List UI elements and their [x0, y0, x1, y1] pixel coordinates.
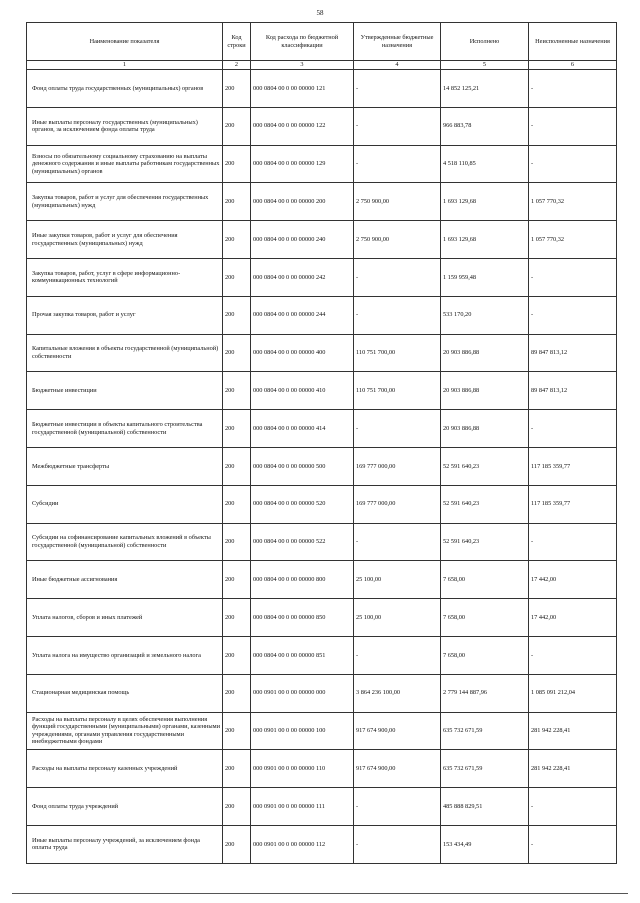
header-code: Код строки: [223, 23, 251, 61]
row-kbk: 000 0901 00 0 00 00000 000: [251, 674, 354, 712]
table-row: [27, 183, 617, 221]
row-unexecuted: -: [529, 636, 617, 674]
row-code: 200: [223, 523, 251, 561]
row-unexecuted: -: [529, 258, 617, 296]
row-unexecuted: -: [529, 825, 617, 863]
row-kbk: 000 0804 00 0 00 00000 500: [251, 447, 354, 485]
row-executed: 635 732 671,59: [441, 712, 529, 750]
row-name: Прочая закупка товаров, работ и услуг: [27, 296, 223, 334]
row-approved: -: [354, 145, 441, 183]
table-row: [27, 107, 617, 145]
header-unexecuted: Неисполненные назначения: [529, 23, 617, 61]
row-name: Уплата налога на имущество организаций и земельного налога: [27, 636, 223, 674]
row-code: 200: [223, 561, 251, 599]
row-approved: -: [354, 523, 441, 561]
row-name: Бюджетные инвестиции: [27, 372, 223, 410]
row-unexecuted: -: [529, 107, 617, 145]
row-executed: 52 591 640,23: [441, 485, 529, 523]
column-number: 4: [354, 61, 441, 70]
row-approved: -: [354, 788, 441, 826]
table-row: [27, 712, 617, 750]
row-code: 200: [223, 221, 251, 259]
row-executed: 966 883,78: [441, 107, 529, 145]
row-kbk: 000 0804 00 0 00 00000 851: [251, 636, 354, 674]
row-code: 200: [223, 447, 251, 485]
table-row: [27, 674, 617, 712]
row-executed: 4 518 110,85: [441, 145, 529, 183]
row-kbk: 000 0804 00 0 00 00000 800: [251, 561, 354, 599]
table-row: [27, 334, 617, 372]
row-executed: 52 591 640,23: [441, 523, 529, 561]
row-approved: 110 751 700,00: [354, 334, 441, 372]
row-approved: 169 777 000,00: [354, 485, 441, 523]
row-approved: 110 751 700,00: [354, 372, 441, 410]
table-row: [27, 410, 617, 448]
row-approved: -: [354, 70, 441, 108]
row-executed: 533 170,20: [441, 296, 529, 334]
page-number: 58: [316, 9, 324, 17]
page-bottom-divider: [12, 893, 628, 894]
row-code: 200: [223, 410, 251, 448]
header-name: Наименование показателя: [27, 23, 223, 61]
row-kbk: 000 0804 00 0 00 00000 520: [251, 485, 354, 523]
row-name: Субсидии на софинансирование капитальных вложений в объекты государственной (муниципальной) собственности: [27, 523, 223, 561]
row-kbk: 000 0804 00 0 00 00000 410: [251, 372, 354, 410]
table-row: [27, 447, 617, 485]
column-number: 2: [223, 61, 251, 70]
row-name: Иные закупки товаров, работ и услуг для обеспечения государственных (муниципальных) нужд: [27, 221, 223, 259]
row-kbk: 000 0901 00 0 00 00000 112: [251, 825, 354, 863]
row-kbk: 000 0804 00 0 00 00000 850: [251, 599, 354, 637]
row-approved: -: [354, 636, 441, 674]
column-number: 6: [529, 61, 617, 70]
row-name: Фонд оплаты труда учреждений: [27, 788, 223, 826]
table-row: [27, 750, 617, 788]
row-code: 200: [223, 825, 251, 863]
column-number-row: [27, 61, 617, 70]
table-row: [27, 825, 617, 863]
row-unexecuted: 89 847 813,12: [529, 372, 617, 410]
row-unexecuted: -: [529, 410, 617, 448]
row-name: Иные выплаты персоналу учреждений, за исключением фонда оплаты труда: [27, 825, 223, 863]
row-unexecuted: 117 185 359,77: [529, 447, 617, 485]
row-code: 200: [223, 334, 251, 372]
row-kbk: 000 0804 00 0 00 00000 400: [251, 334, 354, 372]
row-approved: 25 100,00: [354, 561, 441, 599]
row-executed: 7 658,00: [441, 561, 529, 599]
row-approved: 917 674 900,00: [354, 750, 441, 788]
row-approved: -: [354, 258, 441, 296]
row-kbk: 000 0804 00 0 00 00000 244: [251, 296, 354, 334]
row-approved: -: [354, 296, 441, 334]
row-unexecuted: 17 442,00: [529, 599, 617, 637]
row-name: Стационарная медицинская помощь: [27, 674, 223, 712]
table-row: [27, 296, 617, 334]
row-executed: 153 434,49: [441, 825, 529, 863]
row-executed: 20 903 886,88: [441, 410, 529, 448]
row-name: Иные бюджетные ассигнования: [27, 561, 223, 599]
row-unexecuted: -: [529, 70, 617, 108]
row-kbk: 000 0804 00 0 00 00000 200: [251, 183, 354, 221]
table-row: [27, 788, 617, 826]
table-row: [27, 372, 617, 410]
row-approved: -: [354, 107, 441, 145]
row-name: Взносы по обязательному социальному страхованию на выплаты денежного содержания и иные выплаты работникам государственных (муниципальных) органов: [27, 145, 223, 183]
row-code: 200: [223, 788, 251, 826]
row-code: 200: [223, 145, 251, 183]
row-name: Капитальные вложения в объекты государственной (муниципальной) собственности: [27, 334, 223, 372]
row-unexecuted: -: [529, 296, 617, 334]
table-row: [27, 258, 617, 296]
row-kbk: 000 0901 00 0 00 00000 110: [251, 750, 354, 788]
row-kbk: 000 0901 00 0 00 00000 100: [251, 712, 354, 750]
row-executed: 7 658,00: [441, 636, 529, 674]
row-code: 200: [223, 372, 251, 410]
row-approved: -: [354, 825, 441, 863]
header-kbk: Код расхода по бюджетной классификации: [251, 23, 354, 61]
row-executed: 1 693 129,68: [441, 221, 529, 259]
table-row: [27, 636, 617, 674]
row-unexecuted: 89 847 813,12: [529, 334, 617, 372]
row-code: 200: [223, 485, 251, 523]
row-executed: 2 779 144 887,96: [441, 674, 529, 712]
row-name: Закупка товаров, работ, услуг в сфере информационно-коммуникационных технологий: [27, 258, 223, 296]
row-kbk: 000 0804 00 0 00 00000 414: [251, 410, 354, 448]
row-name: Субсидии: [27, 485, 223, 523]
row-kbk: 000 0901 00 0 00 00000 111: [251, 788, 354, 826]
row-approved: 169 777 000,00: [354, 447, 441, 485]
row-executed: 485 888 829,51: [441, 788, 529, 826]
row-code: 200: [223, 70, 251, 108]
table-body: [27, 70, 617, 864]
column-number: 5: [441, 61, 529, 70]
row-code: 200: [223, 712, 251, 750]
table-row: [27, 70, 617, 108]
row-kbk: 000 0804 00 0 00 00000 242: [251, 258, 354, 296]
row-executed: 14 852 125,21: [441, 70, 529, 108]
row-unexecuted: 17 442,00: [529, 561, 617, 599]
header-row: [27, 23, 617, 61]
row-executed: 635 732 671,59: [441, 750, 529, 788]
table-row: [27, 523, 617, 561]
row-approved: 25 100,00: [354, 599, 441, 637]
row-code: 200: [223, 296, 251, 334]
row-executed: 52 591 640,23: [441, 447, 529, 485]
row-unexecuted: 117 185 359,77: [529, 485, 617, 523]
row-unexecuted: 281 942 228,41: [529, 712, 617, 750]
row-unexecuted: 281 942 228,41: [529, 750, 617, 788]
row-code: 200: [223, 183, 251, 221]
row-name: Уплата налогов, сборов и иных платежей: [27, 599, 223, 637]
table-row: [27, 145, 617, 183]
row-kbk: 000 0804 00 0 00 00000 129: [251, 145, 354, 183]
column-number: 1: [27, 61, 223, 70]
row-code: 200: [223, 674, 251, 712]
row-approved: -: [354, 410, 441, 448]
row-name: Фонд оплаты труда государственных (муниципальных) органов: [27, 70, 223, 108]
row-approved: 2 750 900,00: [354, 221, 441, 259]
row-name: Расходы на выплаты персоналу в целях обеспечения выполнения функций государственными (муниципальными) органами, казенными учреждениями, органами управления государственными внебюджетными фондами: [27, 712, 223, 750]
row-unexecuted: 1 057 770,32: [529, 221, 617, 259]
row-approved: 917 674 900,00: [354, 712, 441, 750]
budget-execution-table: [26, 22, 617, 864]
row-executed: 7 658,00: [441, 599, 529, 637]
row-unexecuted: -: [529, 523, 617, 561]
row-unexecuted: 1 085 091 212,04: [529, 674, 617, 712]
row-name: Расходы на выплаты персоналу казенных учреждений: [27, 750, 223, 788]
row-name: Иные выплаты персоналу государственных (муниципальных) органов, за исключением фонда оплаты труда: [27, 107, 223, 145]
row-kbk: 000 0804 00 0 00 00000 122: [251, 107, 354, 145]
row-unexecuted: -: [529, 788, 617, 826]
table-row: [27, 561, 617, 599]
row-kbk: 000 0804 00 0 00 00000 522: [251, 523, 354, 561]
row-executed: 20 903 886,88: [441, 334, 529, 372]
row-executed: 1 159 959,48: [441, 258, 529, 296]
header-approved: Утвержденные бюджетные назначения: [354, 23, 441, 61]
row-name: Межбюджетные трансферты: [27, 447, 223, 485]
row-code: 200: [223, 258, 251, 296]
table-row: [27, 485, 617, 523]
row-unexecuted: 1 057 770,32: [529, 183, 617, 221]
header-executed: Исполнено: [441, 23, 529, 61]
row-executed: 20 903 886,88: [441, 372, 529, 410]
row-code: 200: [223, 636, 251, 674]
table-row: [27, 599, 617, 637]
table-row: [27, 221, 617, 259]
row-approved: 3 864 236 100,00: [354, 674, 441, 712]
column-number: 3: [251, 61, 354, 70]
row-name: Закупка товаров, работ и услуг для обеспечения государственных (муниципальных) нужд: [27, 183, 223, 221]
row-unexecuted: -: [529, 145, 617, 183]
row-kbk: 000 0804 00 0 00 00000 240: [251, 221, 354, 259]
row-code: 200: [223, 107, 251, 145]
row-approved: 2 750 900,00: [354, 183, 441, 221]
row-code: 200: [223, 750, 251, 788]
row-name: Бюджетные инвестиции в объекты капитального строительства государственной (муниципальной) собственности: [27, 410, 223, 448]
row-executed: 1 693 129,68: [441, 183, 529, 221]
row-kbk: 000 0804 00 0 00 00000 121: [251, 70, 354, 108]
row-code: 200: [223, 599, 251, 637]
